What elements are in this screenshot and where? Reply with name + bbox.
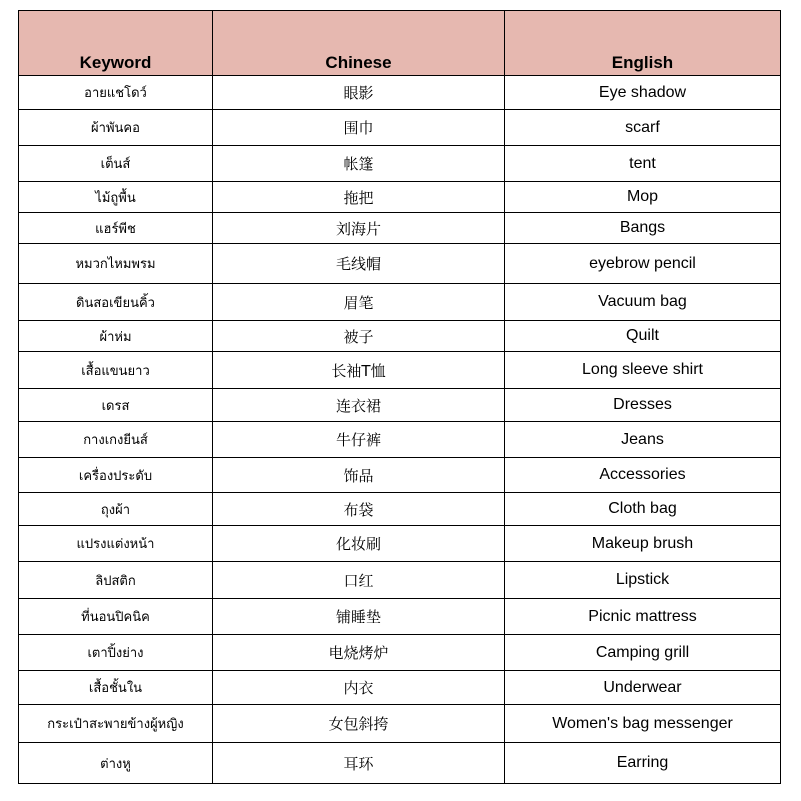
chinese-cell: 布袋: [213, 493, 505, 526]
english-cell: Vacuum bag: [505, 284, 781, 321]
header-english: English: [505, 11, 781, 76]
table-row: [19, 743, 781, 784]
english-cell: Camping grill: [505, 635, 781, 671]
keyword-cell: เดรส: [19, 389, 213, 422]
header-keyword: Keyword: [19, 11, 213, 76]
chinese-cell: 化妆刷: [213, 526, 505, 562]
keyword-cell: ถุงผ้า: [19, 493, 213, 526]
keyword-cell: แปรงแต่งหน้า: [19, 526, 213, 562]
keyword-cell: อายแชโดว์: [19, 76, 213, 110]
english-cell: Quilt: [505, 321, 781, 352]
table-row: [19, 284, 781, 321]
keyword-cell: ลิปสติก: [19, 562, 213, 599]
chinese-cell: 毛线帽: [213, 244, 505, 284]
table-row: [19, 526, 781, 562]
table-row: [19, 422, 781, 458]
keyword-cell: แฮร์พีช: [19, 213, 213, 244]
keyword-cell: เตาปิ้งย่าง: [19, 635, 213, 671]
keyword-cell: ผ้าห่ม: [19, 321, 213, 352]
header-row: [19, 11, 781, 76]
chinese-cell: 被子: [213, 321, 505, 352]
table-row: [19, 146, 781, 182]
table-row: [19, 599, 781, 635]
english-cell: tent: [505, 146, 781, 182]
chinese-cell: 围巾: [213, 110, 505, 146]
chinese-cell: 拖把: [213, 182, 505, 213]
table-row: [19, 110, 781, 146]
chinese-cell: 耳环: [213, 743, 505, 784]
keyword-cell: ไม้ถูพื้น: [19, 182, 213, 213]
table-row: [19, 321, 781, 352]
keyword-cell: กระเป๋าสะพายข้างผู้หญิง: [19, 705, 213, 743]
english-cell: Jeans: [505, 422, 781, 458]
table-row: [19, 458, 781, 493]
english-cell: Lipstick: [505, 562, 781, 599]
english-cell: Women's bag messenger: [505, 705, 781, 743]
english-cell: Underwear: [505, 671, 781, 705]
english-cell: Bangs: [505, 213, 781, 244]
table-body: [19, 76, 781, 784]
table-row: [19, 635, 781, 671]
chinese-cell: 眼影: [213, 76, 505, 110]
english-cell: Mop: [505, 182, 781, 213]
english-cell: Picnic mattress: [505, 599, 781, 635]
table-row: [19, 493, 781, 526]
english-cell: Earring: [505, 743, 781, 784]
english-cell: Eye shadow: [505, 76, 781, 110]
keyword-cell: เครื่องประดับ: [19, 458, 213, 493]
table-row: [19, 389, 781, 422]
keyword-table: [18, 10, 781, 784]
keyword-cell: กางเกงยีนส์: [19, 422, 213, 458]
keyword-cell: ต่างหู: [19, 743, 213, 784]
table-row: [19, 352, 781, 389]
table-row: [19, 705, 781, 743]
chinese-cell: 刘海片: [213, 213, 505, 244]
keyword-table-container: [18, 10, 780, 784]
chinese-cell: 铺睡垫: [213, 599, 505, 635]
keyword-cell: ที่นอนปิคนิค: [19, 599, 213, 635]
chinese-cell: 饰品: [213, 458, 505, 493]
keyword-cell: เสื้อแขนยาว: [19, 352, 213, 389]
english-cell: eyebrow pencil: [505, 244, 781, 284]
chinese-cell: 内衣: [213, 671, 505, 705]
english-cell: Makeup brush: [505, 526, 781, 562]
english-cell: Accessories: [505, 458, 781, 493]
table-row: [19, 182, 781, 213]
english-cell: Dresses: [505, 389, 781, 422]
chinese-cell: 女包斜挎: [213, 705, 505, 743]
keyword-cell: หมวกไหมพรม: [19, 244, 213, 284]
english-cell: scarf: [505, 110, 781, 146]
keyword-cell: ผ้าพันคอ: [19, 110, 213, 146]
table-row: [19, 76, 781, 110]
chinese-cell: 帐篷: [213, 146, 505, 182]
keyword-cell: เสื้อชั้นใน: [19, 671, 213, 705]
table-row: [19, 213, 781, 244]
keyword-cell: ดินสอเขียนคิ้ว: [19, 284, 213, 321]
chinese-cell: 长袖T恤: [213, 352, 505, 389]
english-cell: Long sleeve shirt: [505, 352, 781, 389]
table-row: [19, 562, 781, 599]
chinese-cell: 牛仔裤: [213, 422, 505, 458]
chinese-cell: 口红: [213, 562, 505, 599]
chinese-cell: 连衣裙: [213, 389, 505, 422]
table-row: [19, 671, 781, 705]
chinese-cell: 眉笔: [213, 284, 505, 321]
keyword-cell: เต็นส์: [19, 146, 213, 182]
english-cell: Cloth bag: [505, 493, 781, 526]
header-chinese: Chinese: [213, 11, 505, 76]
chinese-cell: 电烧烤炉: [213, 635, 505, 671]
table-row: [19, 244, 781, 284]
